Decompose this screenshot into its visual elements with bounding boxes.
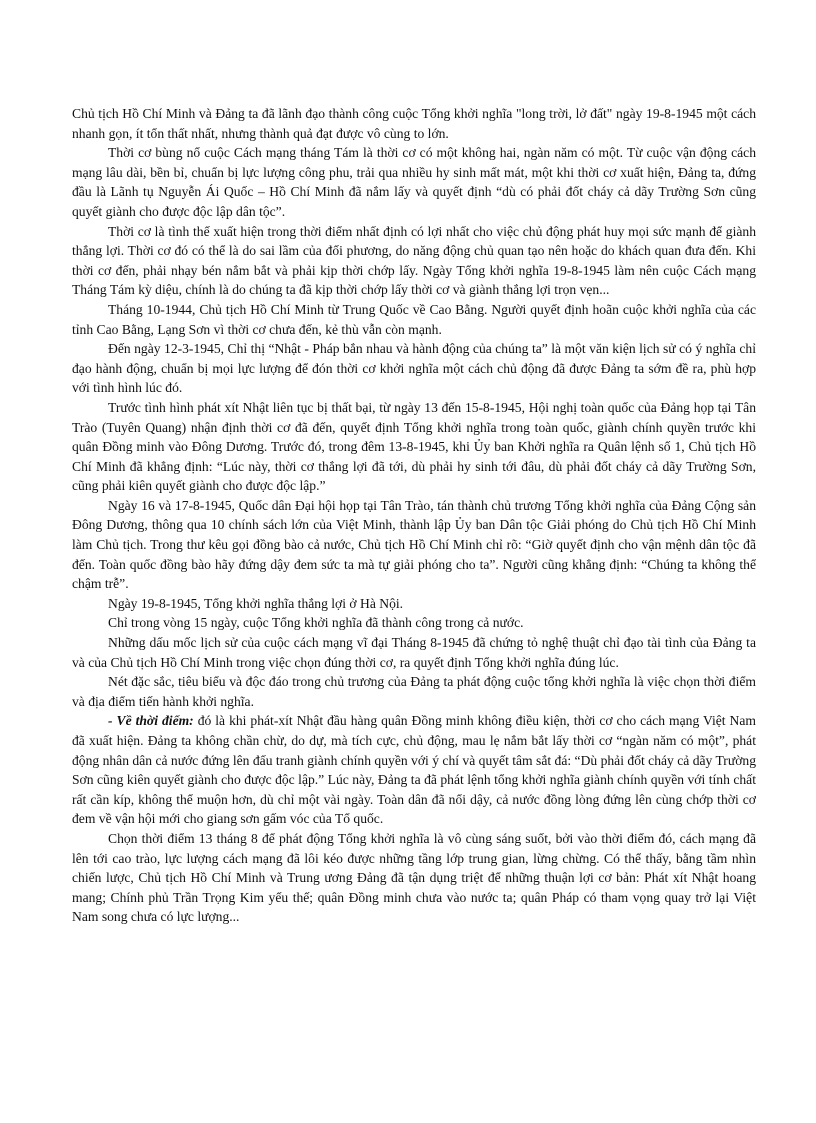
paragraph-text: Đến ngày 12-3-1945, Chỉ thị “Nhật - Pháp bắn nhau và hành động của chúng ta” là một văn kiện lịch sử có ý nghĩa chỉ đạo hành động, chuẩn bị mọi lực lượng để đón thời cơ khởi nghĩa một cách chủ động đã được Đảng ta sớm đề ra, phù hợp với tình hình lúc đó.	[72, 341, 756, 396]
paragraph-opportunity	[72, 143, 756, 221]
paragraph-timing	[72, 711, 756, 829]
paragraph-directive	[72, 339, 756, 398]
paragraph-lead: - Về thời điểm:	[108, 713, 194, 729]
paragraph-text: Ngày 16 và 17-8-1945, Quốc dân Đại hội họp tại Tân Trào, tán thành chủ trương Tổng khởi nghĩa của Đảng Cộng sản Đông Dương, thông qua 10 chính sách lớn của Việt Minh, thành lập Ủy ban Dân tộc Giải phóng do Chủ tịch Hồ Chí Minh làm Chủ tịch. Trong thư kêu gọi đồng bào cả nước, Chủ tịch Hồ Chí Minh chỉ rõ: “Giờ quyết định cho vận mệnh dân tộc đã đến. Toàn quốc đồng bào hãy đứng dậy đem sức ta mà tự giải phóng cho ta”. Người cũng khẳng định: “Chúng ta không thể chậm trễ”.	[72, 497, 756, 592]
paragraph-text: Ngày 19-8-1945, Tổng khởi nghĩa thắng lợi ở Hà Nội.	[108, 595, 404, 611]
paragraph-text: Những dấu mốc lịch sử của cuộc cách mạng vĩ đại Tháng 8-1945 đã chứng tỏ nghệ thuật chỉ đạo tài tình của Đảng ta và của Chủ tịch Hồ Chí Minh trong việc chọn đúng thời cơ, ra quyết định Tổng khởi nghĩa đúng lúc.	[72, 635, 756, 670]
paragraph-intro	[72, 104, 756, 143]
paragraph-text: Chọn thời điểm 13 tháng 8 để phát động Tổng khởi nghĩa là vô cùng sáng suốt, bởi vào thời điểm đó, cách mạng đã lên tới cao trào, lực lượng cách mạng đã lôi kéo được những tầng lớp trung gian, lừng chừng. Có thể thấy, bằng tầm nhìn chiến lược, Chủ tịch Hồ Chí Minh và Trung ương Đảng đã tận dụng triệt để những thuận lợi cơ bản: Phát xít Nhật hoang mang; Chính phủ Trần Trọng Kim yếu thế; quân Đồng minh chưa vào nước ta; quân Pháp có tham vọng quay trở lại Việt Nam song chưa có lực lượng...	[72, 830, 756, 925]
paragraph-definition	[72, 222, 756, 300]
paragraph-text: đó là khi phát-xít Nhật đầu hàng quân Đồng minh không điều kiện, thời cơ cho cách mạng Việt Nam đã xuất hiện. Đảng ta không chần chừ, do dự, mà tích cực, chủ động, mau lẹ nắm bắt lấy thời cơ “ngàn năm có một”, phát động nhân dân cả nước đứng lên đấu tranh giành chính quyền với ý chí và quyết tâm sắt đá: “Dù phải đốt cháy cả dãy Trường Sơn cũng kiên quyết giành cho được độc lập.” Lúc này, Đảng ta đã phát lệnh tổng khởi nghĩa giành chính quyền với tính chất rất cần kíp, không thể muộn hơn, dù chỉ một vài ngày. Toàn dân đã nổi dậy, cả nước đồng lòng đứng lên cùng chớp thời cơ đem về vận hội mới cho giang sơn gấm vóc của Tổ quốc.	[72, 713, 756, 827]
paragraph-text: Chủ tịch Hồ Chí Minh và Đảng ta đã lãnh đạo thành công cuộc Tổng khởi nghĩa "long trời, lở đất" ngày 19-8-1945 một cách nhanh gọn, ít tổn thất nhất, nhưng thành quả đạt được vô cùng to lớn.	[72, 106, 756, 141]
paragraph-august-13	[72, 829, 756, 927]
paragraph-text: Tháng 10-1944, Chủ tịch Hồ Chí Minh từ Trung Quốc về Cao Bằng. Người quyết định hoãn cuộc khởi nghĩa của các tỉnh Cao Bằng, Lạng Sơn vì thời cơ chưa đến, kẻ thù vẫn còn mạnh.	[72, 301, 756, 337]
paragraph-15-days	[72, 613, 756, 633]
document-body	[72, 104, 756, 927]
paragraph-text: Nét đặc sắc, tiêu biểu và độc đáo trong chủ trương của Đảng ta phát động cuộc tổng khởi nghĩa là việc chọn thời điểm và địa điểm tiến hành khởi nghĩa.	[72, 674, 756, 709]
paragraph-text: Thời cơ bùng nổ cuộc Cách mạng tháng Tám là thời cơ có một không hai, ngàn năm có một. Từ cuộc vận động cách mạng lâu dài, bền bỉ, chuẩn bị lực lượng công phu, trải qua nhiều hy sinh mất mát, một khi thời cơ xuất hiện, Đảng ta, đứng đầu là Lãnh tụ Nguyễn Ái Quốc – Hồ Chí Minh đã nắm lấy và quyết định “dù có phải đốt cháy cả dãy Trường Sơn cũng quyết giành cho được độc lập dân tộc”.	[72, 145, 756, 219]
paragraph-1944	[72, 300, 756, 339]
paragraph-conference	[72, 398, 756, 496]
paragraph-text: Trước tình hình phát xít Nhật liên tục bị thất bại, từ ngày 13 đến 15-8-1945, Hội nghị toàn quốc của Đảng họp tại Tân Trào (Tuyên Quang) nhận định thời cơ đã đến, quyết định Tổng khởi nghĩa trong toàn quốc, giành chính quyền trước khi quân Đồng minh vào Đông Dương. Trước đó, trong đêm 13-8-1945, khi Ủy ban Khởi nghĩa ra Quân lệnh số 1, Chủ tịch Hồ Chí Minh đã khẳng định: “Lúc này, thời cơ thắng lợi đã tới, dù phải hy sinh tới đâu, dù phải đốt cháy cả dãy Trường Sơn, cũng phải kiên quyết giành cho được độc lập.”	[72, 399, 756, 494]
paragraph-text: Chỉ trong vòng 15 ngày, cuộc Tổng khởi nghĩa đã thành công trong cả nước.	[108, 615, 524, 631]
paragraph-features	[72, 672, 756, 711]
paragraph-congress	[72, 496, 756, 594]
paragraph-milestones	[72, 633, 756, 672]
paragraph-hanoi	[72, 594, 756, 614]
paragraph-text: Thời cơ là tình thế xuất hiện trong thời điểm nhất định có lợi nhất cho việc chủ động phát huy mọi sức mạnh để giành thắng lợi. Thời cơ đó có thể là do sai lầm của đối phương, do năng động chủ quan tạo nên hoặc do khách quan đưa đến. Khi thời cơ đến, phải nhạy bén nắm bắt và phải kịp thời chớp lấy. Ngày Tổng khởi nghĩa 19-8-1945 làm nên cuộc Cách mạng Tháng Tám kỳ diệu, chính là do chúng ta đã kịp thời chớp lấy thời cơ và giành thắng lợi trọn vẹn...	[72, 223, 756, 298]
